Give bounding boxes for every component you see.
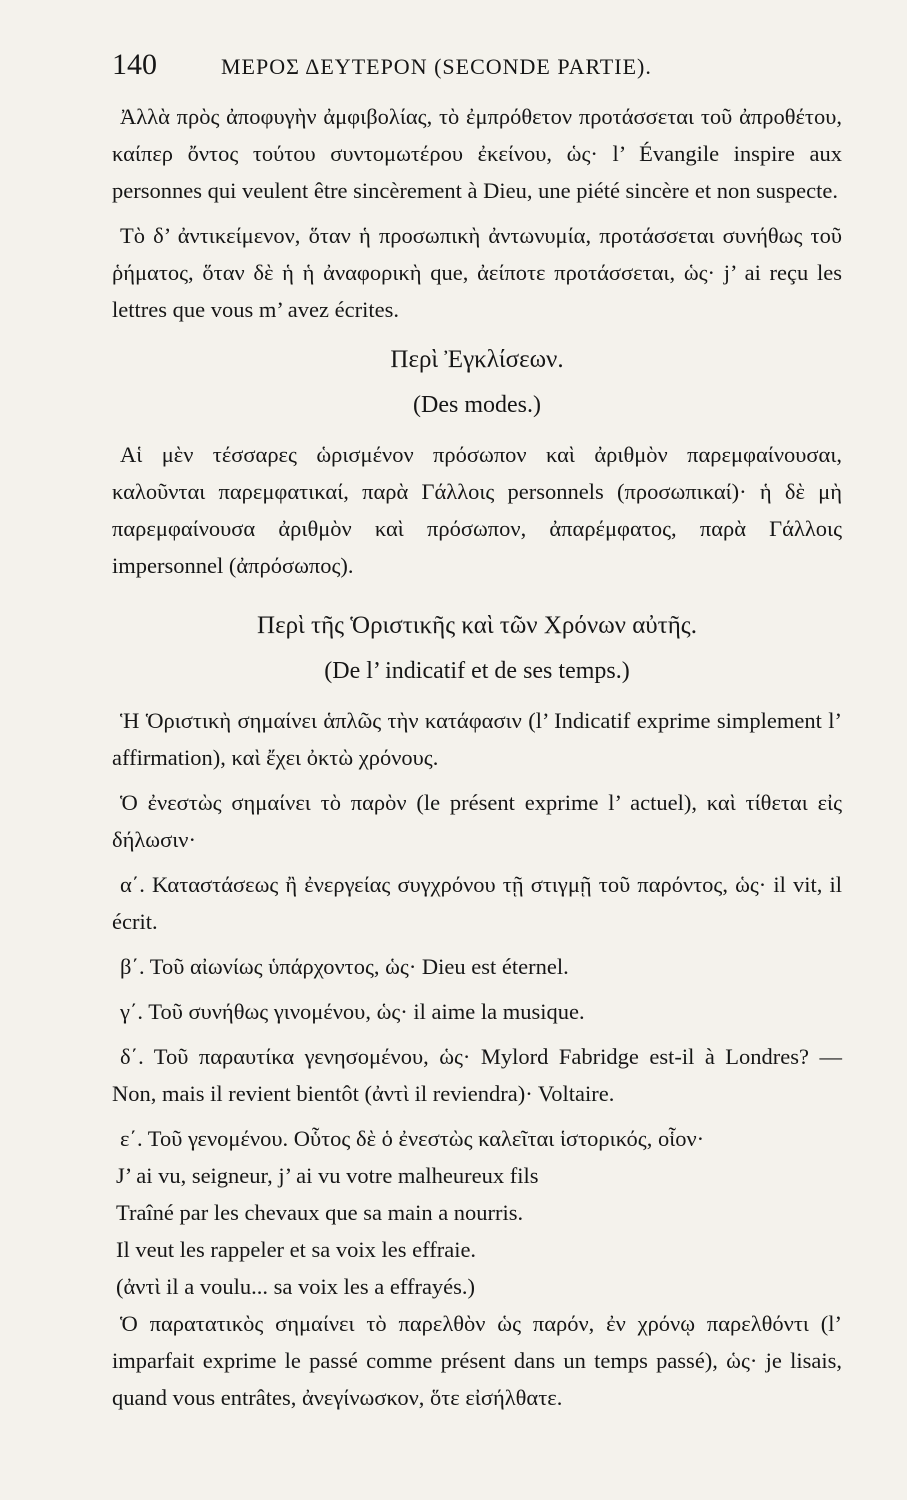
paragraph: Τὸ δ’ ἀντικείμενον, ὅταν ἡ προσωπικὴ ἀντωνυμία, προτάσσεται συνήθως τοῦ ῥήματος, ὅταν δὲ ἡ ἡ ἀναφορικὴ que, ἀείποτε προτάσσεται, ὡς· j’ ai reçu les lettres que vous m’ avez écrites. (112, 223, 842, 322)
section-subheading: (Des modes.) (413, 392, 541, 418)
paragraph: Ὁ παρατατικὸς σημαίνει τὸ παρελθὸν ὡς παρόν, ἐν χρόνῳ παρελθόντι (l’ imparfait exprime le passé comme présent dans un temps passé), ὡς· je lisais, quand vous entrâtes, ἀνεγίνωσκον, ὅτε εἰσήλθατε. (112, 1311, 842, 1410)
verse-line: J’ ai vu, seigneur, j’ ai vu votre malheureux fils (116, 1163, 539, 1188)
paragraph: Ἡ Ὁριστικὴ σημαίνει ἁπλῶς τὴν κατάφασιν (l’ Indicatif exprime simplement l’ affirmation), καὶ ἔχει ὀκτὼ χρόνους. (112, 708, 842, 770)
verse-note: (ἀντὶ il a voulu... sa voix les a effrayés.) (116, 1274, 476, 1299)
running-title: ΜΕΡΟΣ ΔΕΥΤΕΡΟΝ (SECONDE PARTIE). (221, 54, 652, 79)
verse-line: Il veut les rappeler et sa voix les effraie. (116, 1237, 477, 1262)
paragraph: Αἱ μὲν τέσσαρες ὡρισμένον πρόσωπον καὶ ἀριθμὸν παρεμφαίνουσαι, καλοῦνται παρεμφατικαί, παρὰ Γάλλοις personnels (προσωπικαί)· ἡ δὲ μὴ παρεμφαίνουσα ἀριθμὸν καὶ πρόσωπον, ἀπαρέμφατος, παρὰ Γάλλοις impersonnel (ἀπρόσωπος). (112, 442, 842, 578)
list-item: β΄. Τοῦ αἰωνίως ὑπάρχοντος, ὡς· Dieu est éternel. (120, 954, 569, 979)
list-item: ε΄. Τοῦ γενομένου. Οὗτος δὲ ὁ ἐνεστὼς καλεῖται ἱστορικός, οἷον· (120, 1126, 705, 1151)
section-heading: Περὶ Ἐγκλίσεων. (390, 346, 564, 373)
page-body (112, 98, 842, 1416)
section-subheading: (De l’ indicatif et de ses temps.) (324, 658, 630, 684)
page-number: 140 (112, 48, 157, 81)
paragraph: Ὁ ἐνεστὼς σημαίνει τὸ παρὸν (le présent exprime l’ actuel), καὶ τίθεται εἰς δήλωσιν· (112, 790, 842, 852)
list-item: γ΄. Τοῦ συνήθως γινομένου, ὡς· il aime la musique. (120, 999, 585, 1024)
paragraph: Ἀλλὰ πρὸς ἀποφυγὴν ἀμφιβολίας, τὸ ἐμπρόθετον προτάσσεται τοῦ ἀπροθέτου, καίπερ ὄντος τούτου συντομωτέρου ἐκείνου, ὡς· l’ Évangile inspire aux personnes qui veulent être sincèrement à Dieu, une piété sincère et non suspecte. (112, 104, 842, 203)
running-header (112, 48, 847, 82)
verse-line: Traîné par les chevaux que sa main a nourris. (116, 1200, 524, 1225)
section-heading: Περὶ τῆς Ὁριστικῆς καὶ τῶν Χρόνων αὐτῆς. (257, 612, 697, 639)
list-item: α΄. Καταστάσεως ἢ ἐνεργείας συγχρόνου τῇ στιγμῇ τοῦ παρόντος, ὡς· il vit, il écrit. (112, 872, 842, 934)
list-item: δ΄. Τοῦ παραυτίκα γενησομένου, ὡς· Mylord Fabridge est-il à Londres? — Non, mais il revient bientôt (ἀντὶ il reviendra)· Voltaire. (112, 1044, 842, 1106)
